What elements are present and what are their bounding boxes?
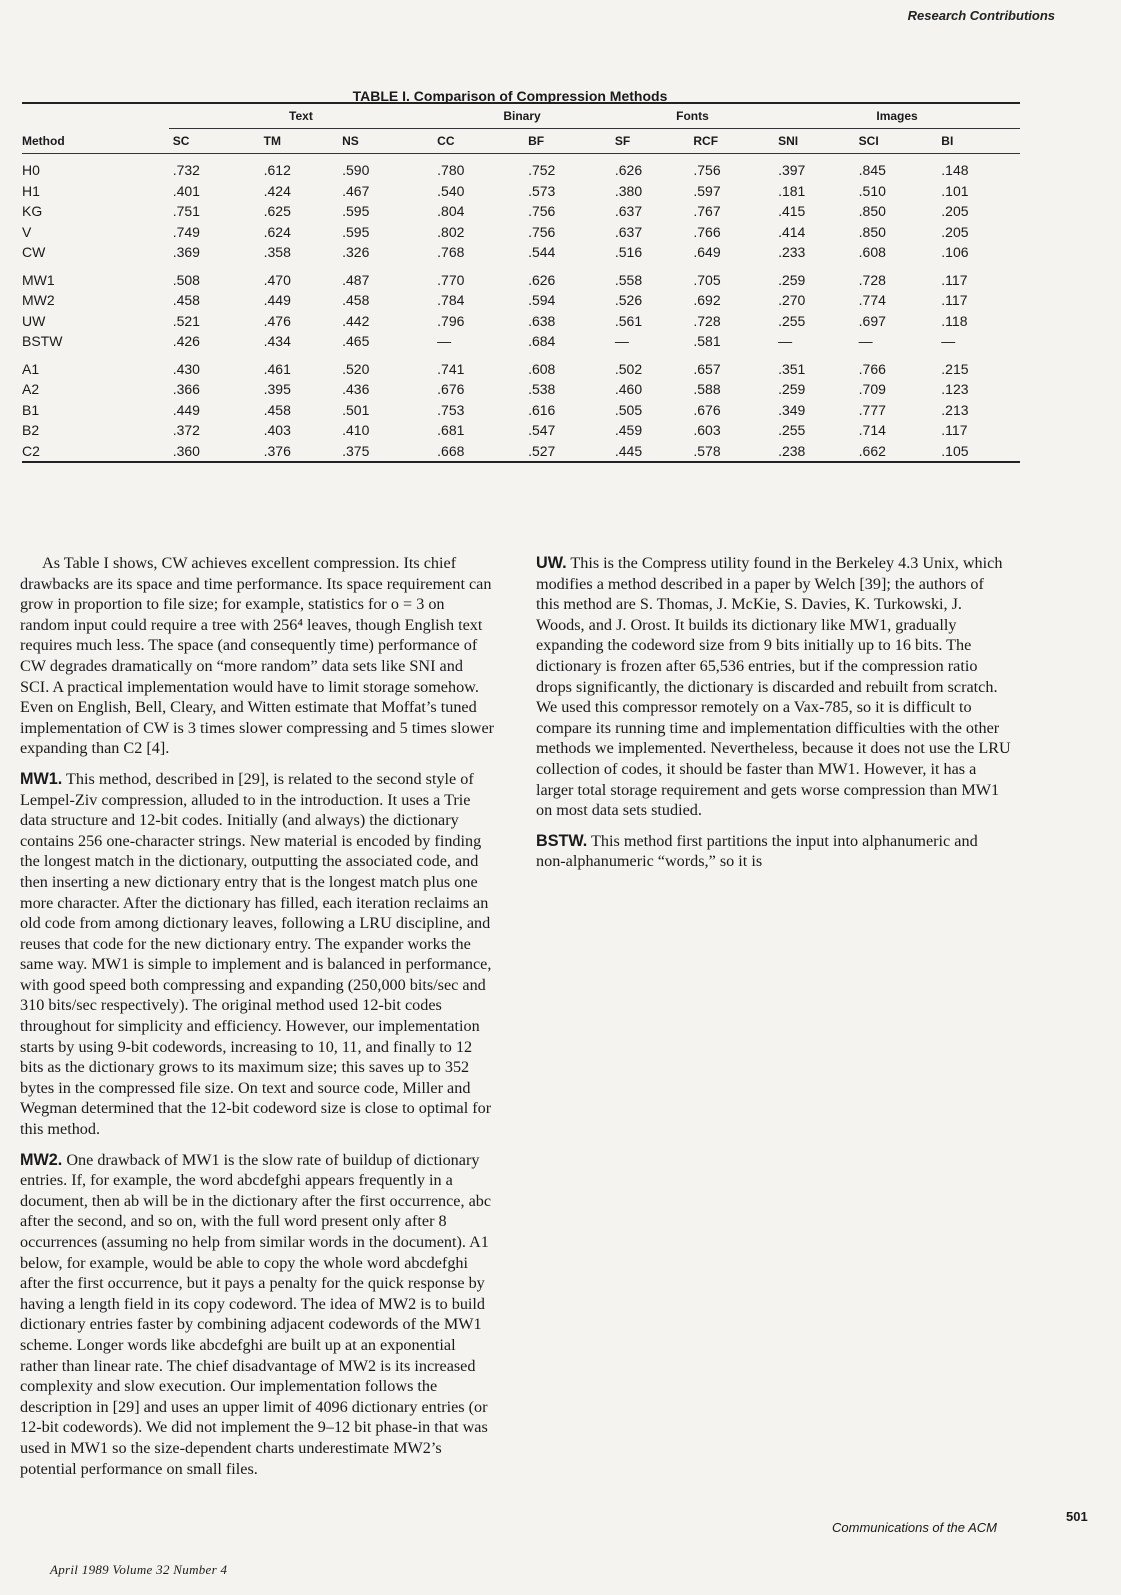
value-cell: .372 xyxy=(172,422,200,439)
value-cell: .465 xyxy=(342,333,370,350)
value-cell: .380 xyxy=(614,182,643,199)
value-cell: .749 xyxy=(172,223,200,240)
section-lead-mw2: MW2. xyxy=(20,1150,63,1169)
section-lead-mw1: MW1. xyxy=(20,769,63,788)
value-cell: .487 xyxy=(342,271,370,288)
value-cell: — xyxy=(437,333,452,350)
value-cell: .625 xyxy=(263,203,291,220)
value-cell: .351 xyxy=(778,360,806,377)
value-cell: .544 xyxy=(528,244,556,261)
paragraph-bstw xyxy=(536,831,1011,872)
value-cell: .205 xyxy=(941,223,969,240)
value-cell: .117 xyxy=(941,292,968,309)
table-row xyxy=(22,331,1020,352)
value-cell: .850 xyxy=(858,223,886,240)
value-cell: .259 xyxy=(778,381,806,398)
value-cell: .558 xyxy=(614,271,643,288)
value-cell: .458 xyxy=(263,401,291,418)
group-header-text: Text xyxy=(169,104,433,129)
table-row xyxy=(22,263,1020,291)
value-cell: .684 xyxy=(528,333,556,350)
value-cell: .376 xyxy=(263,442,291,459)
value-cell: .505 xyxy=(614,401,643,418)
table-row xyxy=(22,441,1020,462)
value-cell: .526 xyxy=(614,292,643,309)
value-cell: .547 xyxy=(528,422,556,439)
table-body xyxy=(22,154,1020,462)
uw-text: This is the Compress utility found in the Berkeley 4.3 Unix, which modifies a method described in a paper by Welch [39]; the authors of this method are S. Thomas, J. McKie, S. Davies, K. Turkowski, J. Woods, and J. Orost. It builds its dictionary like MW1, gradually expanding the codeword size from 9 bits initially up to 16 bits. The dictionary is frozen after 65,536 entries, but if the compression ratio drops significantly, the dictionary is discarded and rebuilt from scratch. We used this compressor remotely on a Vax-785, so it is difficult to compare its running time and implementation difficulties with the other methods we implemented. Nevertheless, because it does not use the LRU collection of codes, it should be faster than MW1. However, it has a larger total storage requirement and gets worse compression than MW1 on most data sets studied. xyxy=(536,554,1011,820)
value-cell: .501 xyxy=(342,401,370,418)
value-cell: .573 xyxy=(528,182,556,199)
value-cell: .692 xyxy=(693,292,721,309)
value-cell: .638 xyxy=(528,312,556,329)
value-cell: .461 xyxy=(263,360,291,377)
method-cell: B1 xyxy=(22,401,40,418)
column-header: BI xyxy=(937,129,1020,154)
table-group-header-row xyxy=(22,104,1020,129)
value-cell: .777 xyxy=(858,401,886,418)
value-cell: .752 xyxy=(528,162,556,179)
value-cell: .714 xyxy=(858,422,886,439)
value-cell: .527 xyxy=(528,442,556,459)
page-number: 501 xyxy=(1066,1509,1088,1524)
column-header: SCI xyxy=(855,129,938,154)
value-cell: .270 xyxy=(778,292,806,309)
value-cell: .436 xyxy=(342,381,370,398)
value-cell: — xyxy=(614,333,629,350)
method-cell: A1 xyxy=(22,360,40,377)
value-cell: .774 xyxy=(858,292,886,309)
value-cell: .395 xyxy=(263,381,291,398)
value-cell: .608 xyxy=(858,244,886,261)
value-cell: .445 xyxy=(614,442,643,459)
column-header: SF xyxy=(611,129,690,154)
left-column xyxy=(20,553,495,1489)
value-cell: .668 xyxy=(437,442,465,459)
value-cell: .770 xyxy=(437,271,465,288)
method-cell: MW1 xyxy=(22,271,55,288)
value-cell: .255 xyxy=(778,312,806,329)
value-cell: .728 xyxy=(693,312,721,329)
paragraph-uw xyxy=(536,553,1011,821)
value-cell: .705 xyxy=(693,271,721,288)
value-cell: .349 xyxy=(778,401,806,418)
value-cell: .358 xyxy=(263,244,291,261)
table-column-header-row xyxy=(22,129,1020,154)
table-row xyxy=(22,154,1020,181)
value-cell: .728 xyxy=(858,271,886,288)
comparison-table-container xyxy=(22,102,1020,463)
value-cell: .426 xyxy=(172,333,200,350)
value-cell: .510 xyxy=(858,182,886,199)
value-cell: .751 xyxy=(172,203,200,220)
value-cell: .676 xyxy=(437,381,465,398)
method-cell: KG xyxy=(22,203,43,220)
column-header: SC xyxy=(169,129,260,154)
value-cell: .360 xyxy=(172,442,200,459)
value-cell: .233 xyxy=(778,244,806,261)
table-caption: TABLE I. Comparison of Compression Methods xyxy=(352,88,668,104)
value-cell: .608 xyxy=(528,360,556,377)
value-cell: .403 xyxy=(263,422,291,439)
group-header-images: Images xyxy=(774,104,1020,129)
value-cell: .741 xyxy=(437,360,465,377)
value-cell: .101 xyxy=(941,182,969,199)
method-cell: H0 xyxy=(22,162,40,179)
value-cell: .561 xyxy=(614,312,643,329)
value-cell: — xyxy=(858,333,873,350)
value-cell: .649 xyxy=(693,244,721,261)
value-cell: — xyxy=(941,333,956,350)
value-cell: .460 xyxy=(614,381,643,398)
value-cell: .105 xyxy=(941,442,969,459)
value-cell: .784 xyxy=(437,292,465,309)
value-cell: .768 xyxy=(437,244,465,261)
value-cell: .590 xyxy=(342,162,370,179)
method-cell: MW2 xyxy=(22,292,55,309)
value-cell: .459 xyxy=(614,422,643,439)
value-cell: .502 xyxy=(614,360,643,377)
value-cell: .626 xyxy=(528,271,556,288)
group-header-fonts: Fonts xyxy=(611,104,774,129)
value-cell: .845 xyxy=(858,162,886,179)
value-cell: .540 xyxy=(437,182,465,199)
value-cell: .521 xyxy=(172,312,200,329)
table-row xyxy=(22,290,1020,311)
value-cell: .434 xyxy=(263,333,291,350)
method-cell: H1 xyxy=(22,182,40,199)
footer-issue: April 1989 Volume 32 Number 4 xyxy=(50,1562,228,1577)
value-cell: .681 xyxy=(437,422,465,439)
value-cell: .205 xyxy=(941,203,969,220)
column-header: NS xyxy=(338,129,433,154)
value-cell: .520 xyxy=(342,360,370,377)
value-cell: .449 xyxy=(263,292,291,309)
value-cell: .616 xyxy=(528,401,556,418)
table-row xyxy=(22,420,1020,441)
value-cell: .626 xyxy=(614,162,643,179)
value-cell: .657 xyxy=(693,360,721,377)
value-cell: .637 xyxy=(614,203,643,220)
section-lead-bstw: BSTW. xyxy=(536,831,588,850)
value-cell: .756 xyxy=(528,223,556,240)
comparison-table xyxy=(22,104,1020,461)
value-cell: .148 xyxy=(941,162,969,179)
method-cell: BSTW xyxy=(22,333,63,350)
value-cell: .424 xyxy=(263,182,291,199)
value-cell: .410 xyxy=(342,422,370,439)
value-cell: .326 xyxy=(342,244,370,261)
value-cell: .442 xyxy=(342,312,370,329)
value-cell: .458 xyxy=(342,292,370,309)
table-row xyxy=(22,201,1020,222)
value-cell: .662 xyxy=(858,442,886,459)
group-header-binary: Binary xyxy=(433,104,611,129)
value-cell: .581 xyxy=(693,333,721,350)
value-cell: .369 xyxy=(172,244,200,261)
value-cell: .595 xyxy=(342,223,370,240)
footer-journal: Communications of the ACM xyxy=(832,1520,997,1535)
value-cell: .106 xyxy=(941,244,969,261)
table-row xyxy=(22,352,1020,380)
running-head: Research Contributions xyxy=(907,8,1055,23)
value-cell: .375 xyxy=(342,442,370,459)
method-cell: V xyxy=(22,223,32,240)
value-cell: .123 xyxy=(941,381,969,398)
value-cell: .804 xyxy=(437,203,465,220)
paragraph-mw2 xyxy=(20,1150,495,1480)
value-cell: .732 xyxy=(172,162,200,179)
value-cell: .766 xyxy=(693,223,721,240)
table-row xyxy=(22,222,1020,243)
value-cell: .612 xyxy=(263,162,291,179)
value-cell: .676 xyxy=(693,401,721,418)
table-row xyxy=(22,311,1020,332)
value-cell: .594 xyxy=(528,292,556,309)
value-cell: .624 xyxy=(263,223,291,240)
value-cell: .597 xyxy=(693,182,721,199)
paragraph-mw1 xyxy=(20,769,495,1140)
table-row xyxy=(22,242,1020,263)
value-cell: .802 xyxy=(437,223,465,240)
value-cell: .415 xyxy=(778,203,806,220)
column-header: BF xyxy=(524,129,611,154)
section-lead-uw: UW. xyxy=(536,554,567,572)
value-cell: .753 xyxy=(437,401,465,418)
method-cell: C2 xyxy=(22,442,40,459)
value-cell: .516 xyxy=(614,244,643,261)
paragraph-cw-discussion: As Table I shows, CW achieves excellent compression. Its chief drawbacks are its space and time performance. Its space requirement can grow in proportion to file size; for example, statistics for o = 3 on random input could require a tree with 256⁴ leaves, though English text requires much less. The space (and consequently time) performance of CW degrades dramatically on “more random” data sets like SNI and SCI. A practical implementation would have to limit storage somehow. Even on English, Bell, Cleary, and Witten estimate that Moffat’s tuned implementation of CW is 3 times slower compressing and 5 times slower expanding than C2 [4]. xyxy=(20,554,495,758)
value-cell: .578 xyxy=(693,442,721,459)
value-cell: .756 xyxy=(693,162,721,179)
table-row xyxy=(22,379,1020,400)
value-cell: .449 xyxy=(172,401,200,418)
value-cell: .766 xyxy=(858,360,886,377)
value-cell: .470 xyxy=(263,271,291,288)
value-cell: .458 xyxy=(172,292,200,309)
value-cell: .414 xyxy=(778,223,806,240)
bstw-text: This method first partitions the input into alphanumeric and non-alphanumeric “words,” so it is xyxy=(536,831,978,871)
value-cell: .259 xyxy=(778,271,806,288)
method-cell: UW xyxy=(22,312,46,329)
right-column xyxy=(536,553,1011,882)
value-cell: .850 xyxy=(858,203,886,220)
value-cell: .238 xyxy=(778,442,806,459)
method-column-header: Method xyxy=(22,129,169,154)
value-cell: .595 xyxy=(342,203,370,220)
value-cell: .118 xyxy=(941,312,968,329)
value-cell: .401 xyxy=(172,182,200,199)
value-cell: .796 xyxy=(437,312,465,329)
column-header: TM xyxy=(260,129,339,154)
column-header: SNI xyxy=(774,129,855,154)
column-header: CC xyxy=(433,129,524,154)
value-cell: .181 xyxy=(778,182,806,199)
value-cell: .255 xyxy=(778,422,806,439)
value-cell: .756 xyxy=(528,203,556,220)
method-cell: CW xyxy=(22,244,46,261)
value-cell: .117 xyxy=(941,422,968,439)
value-cell: .476 xyxy=(263,312,291,329)
value-cell: .366 xyxy=(172,381,200,398)
value-cell: .709 xyxy=(858,381,886,398)
value-cell: .538 xyxy=(528,381,556,398)
value-cell: .697 xyxy=(858,312,886,329)
method-cell: A2 xyxy=(22,381,40,398)
value-cell: .430 xyxy=(172,360,200,377)
value-cell: .215 xyxy=(941,360,969,377)
value-cell: .213 xyxy=(941,401,969,418)
value-cell: — xyxy=(778,333,793,350)
value-cell: .767 xyxy=(693,203,721,220)
mw2-text: One drawback of MW1 is the slow rate of buildup of dictionary entries. If, for example, the word abcdefghi appears frequently in a document, then ab will be in the dictionary after the first occurrence, abc after the second, and so on, with the full word present only after 8 occurrences (assuming no help from similar words in the document). A1 below, for example, would be able to copy the whole word abcdefghi after the first occurrence, but it pays a penalty for the quick response by having a length field in its copy codeword. The idea of MW2 is to build dictionary entries faster by combining adjacent codewords of the MW1 scheme. Longer words like abcdefghi are built up at an exponential rather than linear rate. The chief disadvantage of MW2 is its increased complexity and slow execution. Our implementation follows the description in [29] and uses an upper limit of 4096 dictionary entries (or 12-bit codewords). We did not implement the 9–12 bit phase-in that was used in MW1 so the size-dependent charts underestimate MW2’s potential performance on small files. xyxy=(20,1150,492,1478)
value-cell: .780 xyxy=(437,162,465,179)
mw1-text: This method, described in [29], is related to the second style of Lempel-Ziv compression, alluded to in the introduction. It uses a Trie data structure and 12-bit codes. Initially (and always) the dictionary contains 256 one-character strings. New material is encoded by finding the longest match in the dictionary, outputting the associated code, and then inserting a new dictionary entry that is the longest match plus one more character. After the dictionary has filled, each iteration reclaims an old code from among dictionary leaves, following a LRU discipline, and reuses that code for the new dictionary entry. The expander works the same way. MW1 is simple to implement and is balanced in performance, with good speed both compressing and expanding (250,000 bits/sec and 310 bits/sec respectively). The original method used 12-bit codes throughout for simplicity and efficiency. However, our implementation starts by using 9-bit codewords, increasing to 10, 11, and finally to 12 bits as the dictionary grows to its maximum size; this saves up to 352 bytes in the compressed file size. On text and source code, Miller and Wegman determined that the 12-bit codeword size is close to optimal for this method. xyxy=(20,769,492,1139)
value-cell: .603 xyxy=(693,422,721,439)
value-cell: .508 xyxy=(172,271,200,288)
method-cell: B2 xyxy=(22,422,40,439)
value-cell: .117 xyxy=(941,271,968,288)
value-cell: .588 xyxy=(693,381,721,398)
value-cell: .397 xyxy=(778,162,806,179)
table-row xyxy=(22,400,1020,421)
table-row xyxy=(22,181,1020,202)
value-cell: .467 xyxy=(342,182,370,199)
column-header: RCF xyxy=(689,129,774,154)
value-cell: .637 xyxy=(614,223,643,240)
